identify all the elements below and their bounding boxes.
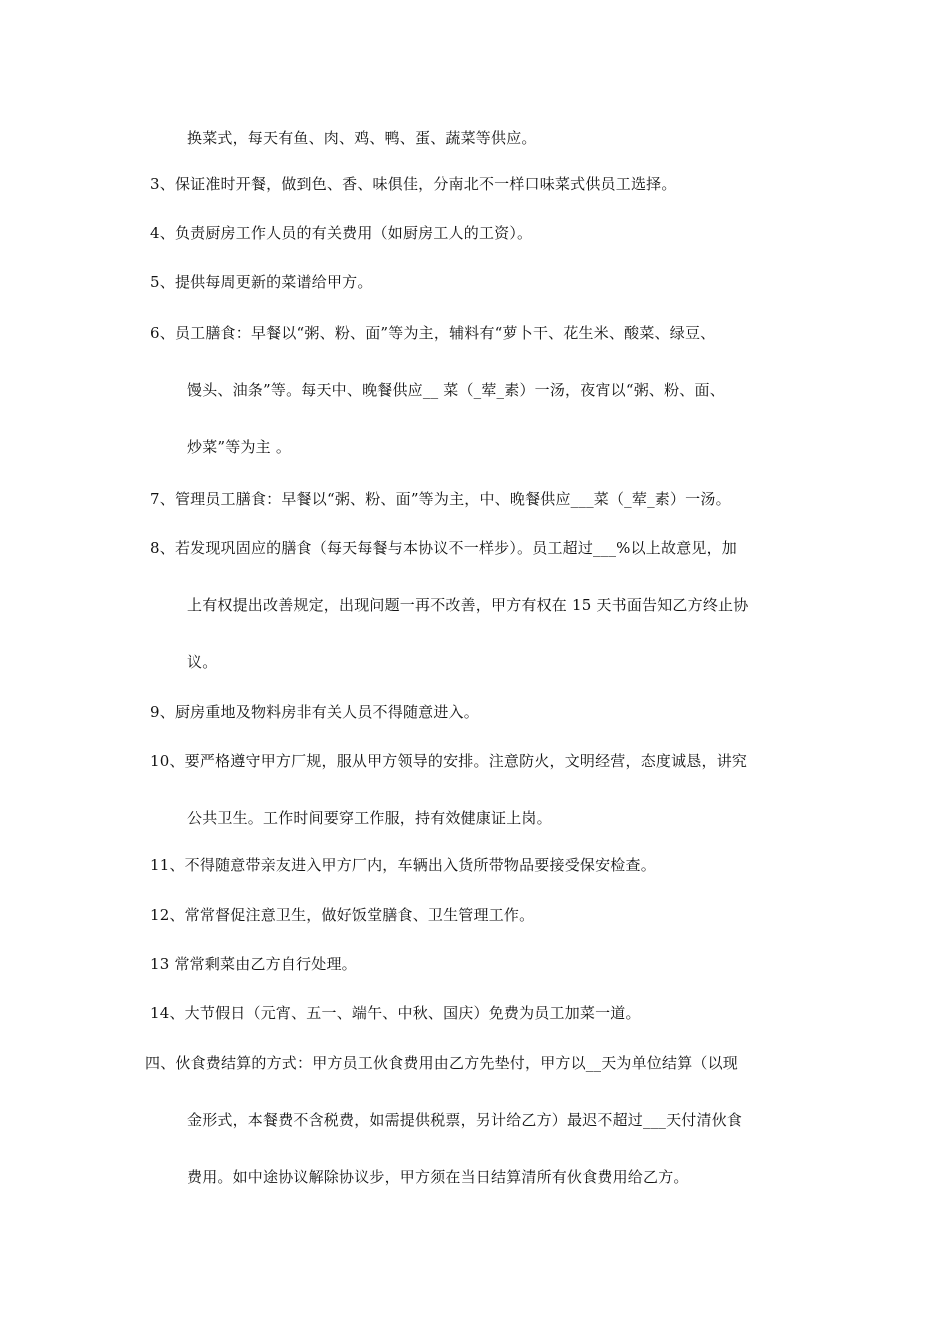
text-line: 炒菜”等为主 。 xyxy=(187,438,292,456)
text-line: 3、保证准时开餐，做到色、香、味俱佳，分南北不一样口味菜式供员工选择。 xyxy=(150,175,677,193)
text-line: 12、常常督促注意卫生，做好饭堂膳食、卫生管理工作。 xyxy=(150,906,535,924)
text-line: 费用。如中途协议解除协议步，甲方须在当日结算清所有伙食费用给乙方。 xyxy=(187,1168,689,1186)
text-line: 馒头、油条”等。每天中、晚餐供应__ 菜（_荤_素）一汤，夜宵以“粥、粉、面、 xyxy=(187,381,725,399)
text-line: 议。 xyxy=(187,653,218,671)
text-line: 公共卫生。工作时间要穿工作服，持有效健康证上岗。 xyxy=(187,809,552,827)
text-line: 5、提供每周更新的菜谱给甲方。 xyxy=(150,273,373,291)
text-line: 换菜式，每天有鱼、肉、鸡、鸭、蛋、蔬菜等供应。 xyxy=(187,129,537,147)
text-line: 6、员工膳食：早餐以“粥、粉、面”等为主，辅料有“萝卜干、花生米、酸菜、绿豆、 xyxy=(150,324,716,342)
text-line: 4、负责厨房工作人员的有关费用（如厨房工人的工资）。 xyxy=(150,224,533,242)
text-line: 上有权提出改善规定，出现问题一再不改善，甲方有权在 15 天书面告知乙方终止协 xyxy=(187,596,749,614)
text-line: 7、管理员工膳食：早餐以“粥、粉、面”等为主，中、晚餐供应___菜（_荤_素）一汤。 xyxy=(150,490,731,508)
text-line: 14、大节假日（元宵、五一、端午、中秋、国庆）免费为员工加菜一道。 xyxy=(150,1004,641,1022)
text-line: 10、要严格遵守甲方厂规，服从甲方领导的安排。注意防火，文明经营，态度诚恳，讲究 xyxy=(150,752,748,770)
text-line: 13 常常剩菜由乙方自行处理。 xyxy=(150,955,357,973)
text-line: 四、伙食费结算的方式：甲方员工伙食费用由乙方先垫付，甲方以__天为单位结算（以现 xyxy=(145,1054,739,1072)
text-line: 金形式，本餐费不含税费，如需提供税票，另计给乙方）最迟不超过___天付清伙食 xyxy=(187,1111,743,1129)
text-line: 8、若发现巩固应的膳食（每天每餐与本协议不一样步）。员工超过___%以上故意见，加 xyxy=(150,539,738,557)
text-line: 9、厨房重地及物料房非有关人员不得随意进入。 xyxy=(150,703,479,721)
text-line: 11、不得随意带亲友进入甲方厂内，车辆出入货所带物品要接受保安检查。 xyxy=(150,856,656,874)
